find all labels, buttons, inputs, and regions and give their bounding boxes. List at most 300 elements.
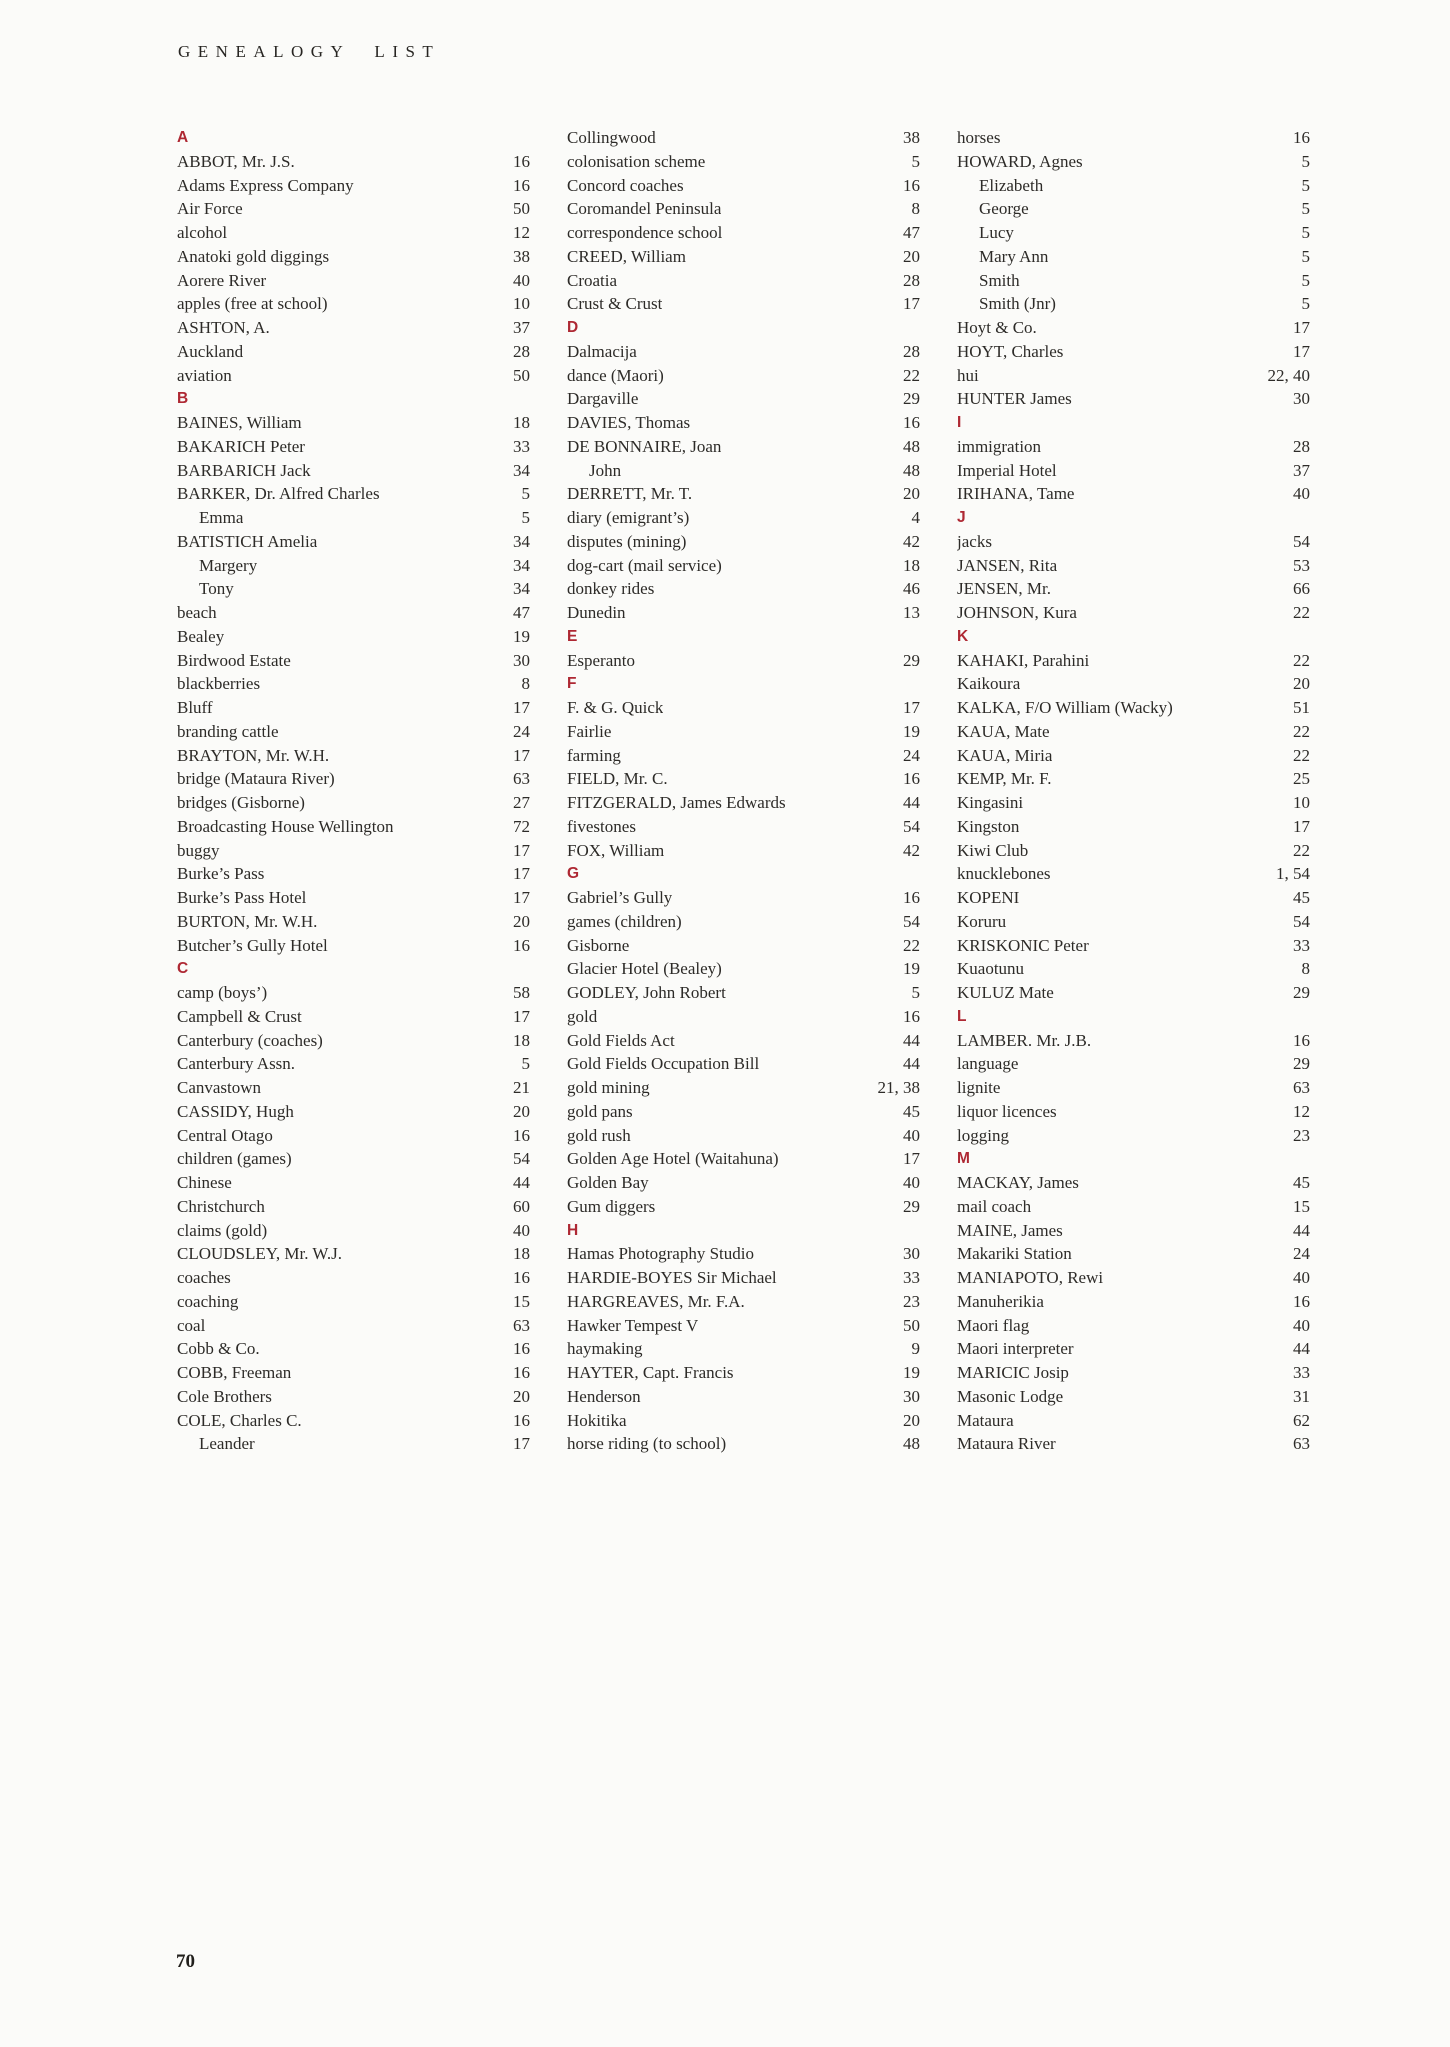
entry-label: John [589,460,622,480]
entry-page-number: 50 [513,365,530,385]
index-entry [957,435,1310,459]
entry-page-number: 30 [903,1244,920,1264]
entry-page-number: 16 [1293,128,1310,147]
index-entry [177,1124,530,1148]
entry-page-number: 5 [1301,246,1310,266]
entry-page-number: 29 [903,650,920,670]
index-entry [957,1029,1310,1053]
entry-page-number: 17 [513,745,530,765]
index-entry [567,1052,920,1076]
entry-label: colonisation scheme [567,151,706,171]
entry-label: Glacier Hotel (Bealey) [567,959,722,979]
entry-label: diary (emigrant’s) [567,508,690,527]
index-entry [177,767,530,791]
entry-label: KULUZ Mate [957,983,1054,1002]
entry-page-number: 16 [513,1363,530,1382]
entry-page-number: 33 [1293,935,1310,955]
entry-label: gold mining [567,1078,650,1097]
index-entry [177,649,530,673]
index-subentry [957,269,1310,293]
entry-page-number: 30 [1293,389,1310,409]
entry-label: buggy [177,840,220,860]
entry-label: Elizabeth [979,175,1044,195]
entry-label: Lucy [979,223,1014,242]
entry-label: KOPENI [957,888,1020,907]
entry-page-number: 30 [513,650,530,670]
entry-label: mail coach [957,1196,1032,1216]
entry-page-number: 29 [1293,1054,1310,1074]
index-entry [957,1195,1310,1219]
entry-label: JOHNSON, Kura [957,603,1077,622]
entry-label: Bluff [177,698,213,717]
entry-page-number: 16 [513,935,530,955]
entry-page-number: 10 [1293,793,1310,812]
entry-page-number: 10 [513,294,530,314]
index-entry [177,981,530,1005]
entry-page-number: 24 [513,721,530,741]
entry-label: Canvastown [177,1078,262,1097]
entry-page-number: 8 [521,674,530,694]
index-entry [567,1195,920,1219]
entry-page-number: 16 [903,769,920,789]
entry-page-number: 15 [1293,1196,1310,1216]
index-entry [177,601,530,625]
entry-page-number: 34 [513,531,530,551]
entry-label: Central Otago [177,1125,273,1145]
entry-page-number: 5 [1301,294,1310,314]
entry-label: Kingston [957,816,1020,836]
entry-page-number: 16 [1293,1291,1310,1311]
entry-page-number: 45 [1293,1173,1310,1192]
entry-page-number: 45 [903,1101,920,1121]
entry-label: dog-cart (mail service) [567,555,722,575]
index-entry [177,292,530,316]
entry-label: Kiwi Club [957,840,1029,860]
index-entry [957,1290,1310,1314]
section-letter: I [957,414,962,431]
index-entry [567,269,920,293]
index-entry [957,672,1310,696]
entry-page-number: 37 [513,318,530,337]
entry-label: GODLEY, John Robert [567,983,726,1002]
entry-page-number: 4 [911,508,920,527]
entry-label: jacks [957,531,992,551]
index-subentry [957,292,1310,316]
index-entry [177,1219,530,1243]
index-entry [177,910,530,934]
entry-page-number: 12 [513,223,530,242]
entry-page-number: 19 [903,721,920,741]
entry-page-number: 33 [1293,1363,1310,1382]
entry-page-number: 22 [903,365,920,385]
entry-page-number: 44 [903,793,920,812]
entry-label: Aorere River [177,270,267,290]
entry-page-number: 50 [513,199,530,219]
entry-label: Mataura River [957,1434,1056,1454]
entry-page-number: 46 [903,579,920,599]
entry-label: Birdwood Estate [177,650,291,670]
entry-page-number: 47 [903,223,920,242]
entry-page-number: 16 [513,151,530,171]
index-entry [567,815,920,839]
entry-label: BURTON, Mr. W.H. [177,911,318,931]
entry-label: Adams Express Company [177,175,354,195]
entry-page-number: 1, 54 [1276,864,1310,884]
entry-page-number: 22 [1293,745,1310,765]
entry-label: correspondence school [567,223,723,242]
index-entry [957,934,1310,958]
entry-label: Mataura [957,1410,1014,1430]
index-entry [567,839,920,863]
entry-page-number: 5 [1301,199,1310,219]
index-entry [957,459,1310,483]
index-entry [177,1385,530,1409]
index-entry [177,435,530,459]
entry-page-number: 54 [1293,911,1310,931]
index-entry [177,1337,530,1361]
index-entry [567,340,920,364]
entry-page-number: 20 [513,1386,530,1406]
entry-label: coaching [177,1291,239,1311]
index-entry [177,1171,530,1195]
entry-label: coaches [177,1268,231,1287]
index-entry [957,696,1310,720]
entry-page-number: 34 [513,460,530,480]
index-subentry [177,554,530,578]
entry-label: Broadcasting House Wellington [177,816,394,836]
index-entry [957,910,1310,934]
entry-page-number: 44 [903,1030,920,1050]
entry-page-number: 17 [513,1434,530,1454]
entry-page-number: 24 [1293,1244,1310,1264]
entry-page-number: 19 [903,959,920,979]
entry-page-number: 17 [903,294,920,314]
index-entry [957,1124,1310,1148]
entry-label: Masonic Lodge [957,1386,1064,1406]
index-column [567,126,920,1456]
index-subentry [957,221,1310,245]
entry-label: CREED, William [567,246,686,266]
entry-label: FITZGERALD, James Edwards [567,793,786,812]
entry-label: Gabriel’s Gully [567,888,673,907]
entry-page-number: 37 [1293,460,1310,480]
index-entry [957,767,1310,791]
entry-label: Smith [979,270,1020,290]
entry-label: BAINES, William [177,413,302,432]
index-entry [567,435,920,459]
entry-label: alcohol [177,223,228,242]
entry-label: Bealey [177,626,225,646]
entry-page-number: 63 [513,769,530,789]
entry-label: Dargaville [567,389,639,409]
index-entry [567,744,920,768]
index-entry [177,1266,530,1290]
entry-page-number: 17 [1293,816,1310,836]
index-entry [567,554,920,578]
index-entry [177,1029,530,1053]
index-entry [567,1171,920,1195]
entry-label: Esperanto [567,650,635,670]
index-entry [177,1005,530,1029]
entry-label: KALKA, F/O William (Wacky) [957,698,1173,717]
entry-page-number: 16 [513,1339,530,1359]
entry-page-number: 48 [903,460,920,480]
entry-label: Leander [199,1434,255,1454]
entry-page-number: 44 [513,1173,530,1192]
entry-page-number: 28 [903,341,920,361]
entry-page-number: 66 [1293,579,1310,599]
entry-label: KRISKONIC Peter [957,935,1089,955]
entry-label: immigration [957,436,1042,456]
entry-label: gold pans [567,1101,633,1121]
index-entry [567,720,920,744]
index-entry [957,1100,1310,1124]
index-entry [177,1314,530,1338]
entry-page-number: 8 [911,199,920,219]
index-entry [567,791,920,815]
entry-label: Kingasini [957,793,1024,812]
index-entry [957,482,1310,506]
entry-page-number: 16 [513,1268,530,1287]
entry-label: gold rush [567,1125,631,1145]
entry-page-number: 40 [903,1173,920,1192]
index-subentry [177,506,530,530]
index-entry [957,126,1310,150]
index-entry [957,1242,1310,1266]
entry-label: bridges (Gisborne) [177,793,305,812]
entry-label: Crust & Crust [567,294,663,314]
index-entry [567,649,920,673]
entry-label: FOX, William [567,840,665,860]
index-entry [177,316,530,340]
entry-label: Imperial Hotel [957,460,1057,480]
entry-page-number: 25 [1293,769,1310,789]
index-entry [567,957,920,981]
entry-page-number: 16 [513,1125,530,1145]
entry-page-number: 38 [513,246,530,266]
index-entry [177,459,530,483]
entry-page-number: 47 [513,603,530,622]
index-entry [567,1005,920,1029]
index-entry [567,1266,920,1290]
entry-page-number: 5 [1301,270,1310,290]
entry-page-number: 16 [903,175,920,195]
index-entry [567,197,920,221]
entry-label: BARKER, Dr. Alfred Charles [177,484,380,504]
entry-label: FIELD, Mr. C. [567,769,668,789]
index-columns [177,126,1310,1456]
entry-label: Golden Age Hotel (Waitahuna) [567,1149,779,1169]
entry-label: HAYTER, Capt. Francis [567,1363,734,1382]
entry-page-number: 17 [513,1006,530,1026]
entry-label: Mary Ann [979,246,1049,266]
entry-page-number: 48 [903,436,920,456]
entry-label: BARBARICH Jack [177,460,311,480]
entry-page-number: 29 [1293,983,1310,1002]
entry-page-number: 16 [903,1006,920,1026]
entry-page-number: 17 [903,698,920,717]
entry-label: HOYT, Charles [957,341,1064,361]
index-entry [177,245,530,269]
index-entry [957,1337,1310,1361]
entry-label: Anatoki gold diggings [177,246,330,266]
index-entry [567,506,920,530]
entry-label: MACKAY, James [957,1173,1079,1192]
entry-page-number: 16 [513,175,530,195]
index-entry [957,1266,1310,1290]
index-entry [177,1361,530,1385]
entry-label: KAUA, Mate [957,721,1050,741]
index-entry [957,720,1310,744]
entry-label: HOWARD, Agnes [957,151,1083,171]
section-letter: F [567,675,577,693]
section-letter: G [567,865,580,883]
index-column [177,126,530,1456]
entry-label: Dunedin [567,603,626,622]
entry-page-number: 22 [1293,650,1310,670]
entry-label: Collingwood [567,128,656,147]
index-entry [957,1314,1310,1338]
entry-label: Tony [199,579,234,599]
entry-page-number: 5 [521,508,530,527]
entry-label: Gum diggers [567,1196,656,1216]
entry-page-number: 28 [513,341,530,361]
entry-page-number: 22 [903,935,920,955]
entry-label: Hamas Photography Studio [567,1244,754,1264]
entry-page-number: 16 [903,413,920,432]
index-entry [567,1385,920,1409]
index-entry [957,601,1310,625]
entry-page-number: 60 [513,1196,530,1216]
index-entry [957,957,1310,981]
entry-page-number: 40 [513,1220,530,1240]
index-entry [177,625,530,649]
entry-label: CLOUDSLEY, Mr. W.J. [177,1244,342,1264]
index-entry [957,1432,1310,1456]
index-entry [177,174,530,198]
index-entry [177,269,530,293]
entry-label: F. & G. Quick [567,698,664,717]
entry-label: COBB, Freeman [177,1363,292,1382]
entry-page-number: 18 [513,413,530,432]
index-entry [567,1361,920,1385]
index-subentry [957,197,1310,221]
entry-label: horse riding (to school) [567,1434,727,1454]
page-title: GENEALOGY LIST [178,42,441,61]
entry-page-number: 54 [903,911,920,931]
entry-page-number: 72 [513,816,530,836]
index-entry [567,1124,920,1148]
entry-label: knucklebones [957,864,1051,884]
entry-label: branding cattle [177,721,279,741]
index-entry [177,672,530,696]
entry-label: Cobb & Co. [177,1339,260,1359]
index-entry [957,744,1310,768]
index-entry [567,1409,920,1433]
entry-page-number: 30 [903,1386,920,1406]
entry-page-number: 22 [1293,840,1310,860]
entry-label: Canterbury (coaches) [177,1030,323,1050]
index-entry [177,1052,530,1076]
entry-page-number: 17 [513,864,530,884]
index-entry [567,221,920,245]
entry-page-number: 22, 40 [1267,365,1310,385]
entry-page-number: 5 [911,983,920,1002]
index-entry [177,1409,530,1433]
entry-label: KAHAKI, Parahini [957,650,1090,670]
entry-label: farming [567,745,621,765]
entry-label: Margery [199,555,258,575]
entry-page-number: 28 [1293,436,1310,456]
entry-label: Kuaotunu [957,959,1025,979]
index-entry [567,1337,920,1361]
entry-page-number: 63 [513,1315,530,1335]
entry-page-number: 16 [903,888,920,907]
entry-page-number: 17 [1293,341,1310,361]
entry-label: Gold Fields Act [567,1030,675,1050]
entry-label: bridge (Mataura River) [177,769,335,789]
index-entry [957,1171,1310,1195]
section-letter: L [957,1007,967,1025]
index-entry [567,696,920,720]
entry-label: George [979,199,1029,219]
entry-page-number: 50 [903,1315,920,1335]
index-entry [567,934,920,958]
entry-label: Burke’s Pass [177,864,265,884]
index-entry [567,292,920,316]
index-entry [567,1290,920,1314]
entry-page-number: 51 [1293,698,1310,717]
entry-page-number: 29 [903,389,920,409]
entry-page-number: 54 [1293,531,1310,551]
entry-page-number: 22 [1293,721,1310,741]
entry-label: DE BONNAIRE, Joan [567,436,722,456]
entry-label: blackberries [177,674,261,694]
entry-label: Chinese [177,1173,232,1192]
entry-label: disputes (mining) [567,531,687,551]
entry-label: HARGREAVES, Mr. F.A. [567,1291,745,1311]
entry-label: Gold Fields Occupation Bill [567,1054,760,1074]
index-entry [567,767,920,791]
index-entry [957,530,1310,554]
entry-page-number: 58 [513,983,530,1002]
entry-label: donkey rides [567,579,655,599]
index-entry [177,934,530,958]
entry-page-number: 5 [521,1054,530,1074]
entry-page-number: 54 [903,816,920,836]
entry-label: Concord coaches [567,175,684,195]
entry-page-number: 29 [903,1196,920,1216]
entry-page-number: 5 [1301,175,1310,195]
entry-label: Burke’s Pass Hotel [177,888,307,907]
entry-label: LAMBER. Mr. J.B. [957,1030,1092,1050]
entry-label: Manuherikia [957,1291,1044,1311]
entry-page-number: 21 [513,1078,530,1097]
entry-label: Auckland [177,341,244,361]
index-subentry [177,1432,530,1456]
index-entry [957,649,1310,673]
index-entry [177,839,530,863]
entry-label: Smith (Jnr) [979,294,1056,314]
index-entry [177,1290,530,1314]
entry-page-number: 20 [903,246,920,266]
entry-page-number: 42 [903,531,920,551]
index-entry [567,1314,920,1338]
entry-label: DAVIES, Thomas [567,413,691,432]
entry-label: haymaking [567,1339,643,1359]
entry-label: MAINE, James [957,1220,1063,1240]
entry-page-number: 20 [513,1101,530,1121]
